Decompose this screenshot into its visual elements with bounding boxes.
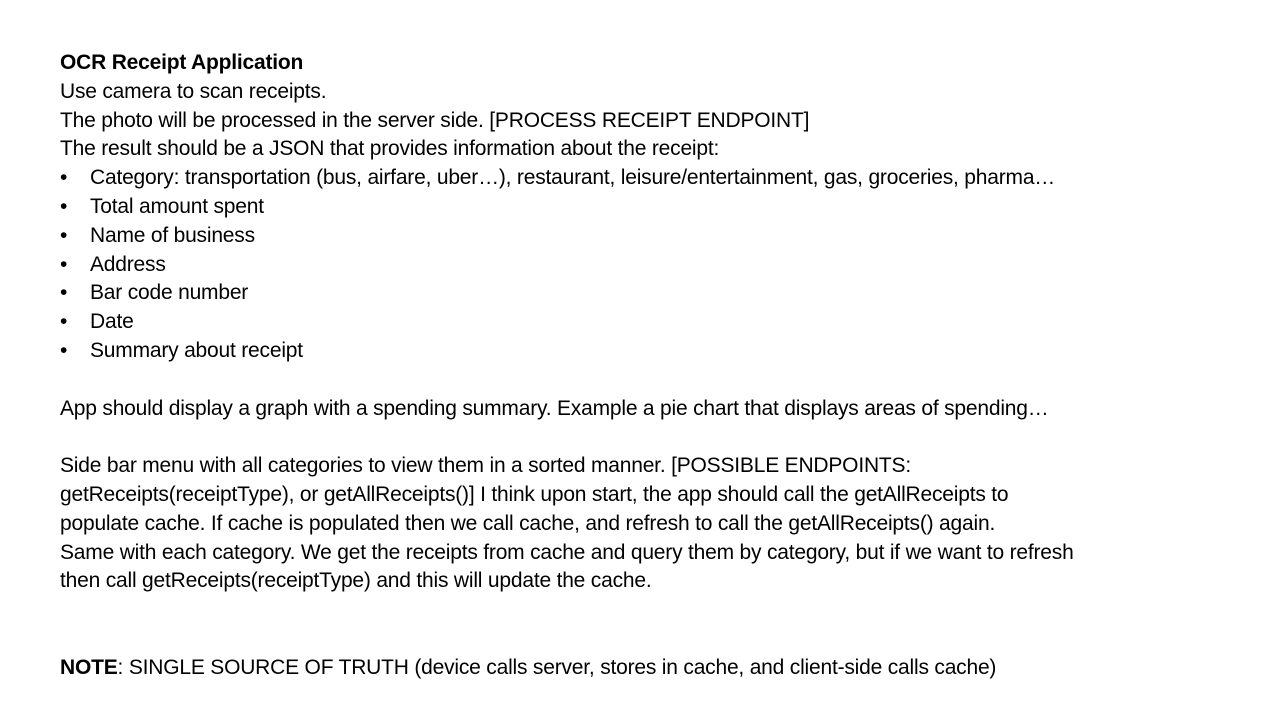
bullet-icon: • (60, 338, 68, 362)
list-item-address (60, 251, 1230, 280)
sidebar-line: Side bar menu with all categories to view them in a sorted manner. [POSSIBLE ENDPOINTS: (60, 454, 911, 478)
bullet-icon: • (60, 194, 68, 218)
list-item-summary (60, 337, 1230, 366)
list-item-category (60, 164, 1230, 193)
spacer (60, 366, 1230, 395)
list-item-text: Category: transportation (bus, airfare, uber…), restaurant, leisure/entertainment, gas, groceries, pharma… (90, 166, 1056, 190)
intro-line-scan: Use camera to scan receipts. (60, 79, 327, 103)
intro-line-json: The result should be a JSON that provides information about the receipt: (60, 137, 720, 161)
document-body (60, 49, 1230, 683)
sidebar-paragraph (60, 452, 1230, 596)
graph-paragraph: App should display a graph with a spending summary. Example a pie chart that displays areas of spending… (60, 396, 1049, 420)
bullet-icon: • (60, 252, 68, 276)
list-item-text: Name of business (90, 223, 255, 247)
spacer (60, 596, 1230, 654)
bullet-icon: • (60, 310, 68, 334)
list-item-total (60, 193, 1230, 222)
list-item-text: Summary about receipt (90, 338, 303, 362)
note-text: : SINGLE SOURCE OF TRUTH (device calls server, stores in cache, and client-side calls cache) (117, 655, 997, 679)
bullet-icon: • (60, 223, 68, 247)
note-paragraph (60, 654, 1230, 683)
sidebar-line: then call getReceipts(receiptType) and this will update the cache. (60, 569, 652, 593)
list-item-text: Bar code number (90, 281, 249, 305)
intro-line-server: The photo will be processed in the server side. [PROCESS RECEIPT ENDPOINT] (60, 108, 810, 132)
list-item-text: Address (90, 252, 166, 276)
sidebar-line: Same with each category. We get the receipts from cache and query them by category, but if we want to refresh (60, 540, 1074, 564)
sidebar-line: populate cache. If cache is populated then we call cache, and refresh to call the getAllReceipts() again. (60, 511, 996, 535)
bullet-icon: • (60, 281, 68, 305)
spacer (60, 423, 1230, 452)
document-title: OCR Receipt Application (60, 51, 304, 74)
list-item-barcode (60, 279, 1230, 308)
list-item-text: Total amount spent (90, 194, 264, 218)
list-item-text: Date (90, 310, 134, 334)
list-item-business-name (60, 222, 1230, 251)
note-label: NOTE (60, 655, 118, 679)
bullet-icon: • (60, 166, 68, 190)
sidebar-line: getReceipts(receiptType), or getAllReceipts()] I think upon start, the app should call the getAllReceipts to (60, 482, 1009, 506)
list-item-date (60, 308, 1230, 337)
receipt-fields-list (60, 164, 1230, 366)
